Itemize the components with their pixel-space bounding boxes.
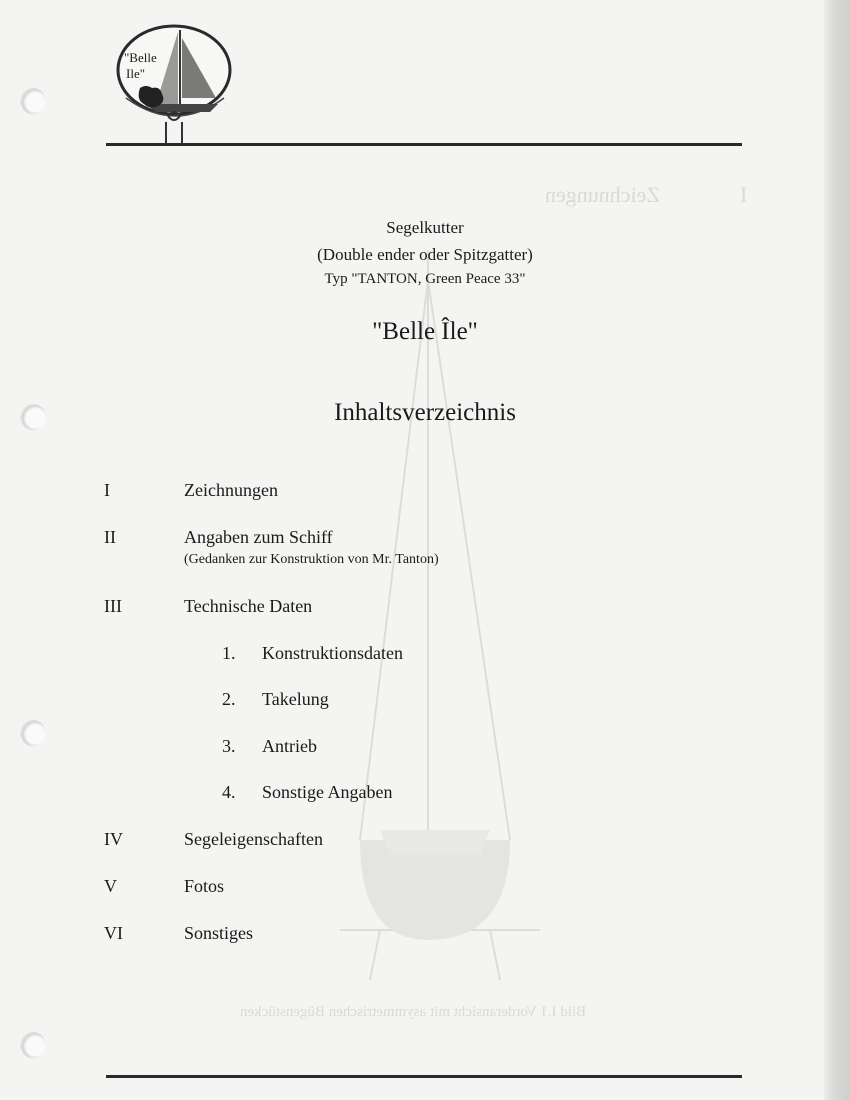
toc-number: IV: [104, 829, 123, 849]
toc-subitem-sonstige-angaben[interactable]: Sonstige Angaben: [262, 782, 393, 802]
toc-subitem-konstruktionsdaten[interactable]: Konstruktionsdaten: [262, 643, 403, 663]
footer-rule: [106, 1075, 742, 1078]
punch-hole: [20, 88, 46, 114]
toc-subitem-takelung[interactable]: Takelung: [262, 689, 329, 709]
toc-item-zeichnungen[interactable]: Zeichnungen: [184, 480, 278, 500]
subtitle-vessel-type: Segelkutter: [386, 218, 464, 237]
header-rule: [106, 143, 742, 146]
subtitle-model: Typ "TANTON, Green Peace 33": [324, 271, 526, 287]
toc-subnumber: 2.: [222, 689, 236, 709]
logo-text-line1: "Belle: [124, 50, 157, 65]
logo-text-line2: Ile": [126, 66, 146, 81]
toc-heading: Inhaltsverzeichnis: [334, 399, 516, 426]
toc-item-technische-daten[interactable]: Technische Daten: [184, 596, 313, 616]
bleed-through-boat-drawing: [340, 240, 560, 1000]
belle-ile-logo: [116, 24, 236, 144]
toc-item-angaben-zum-schiff[interactable]: Angaben zum Schiff: [184, 527, 333, 547]
toc-number: II: [104, 527, 116, 547]
bleed-through-number: I: [740, 182, 748, 207]
bleed-through-caption: Bild I.1 Vorderansicht mit asymmetrischen Bügenstücken: [240, 1004, 587, 1020]
toc-item-sonstiges[interactable]: Sonstiges: [184, 923, 254, 943]
toc-subnumber: 1.: [222, 643, 236, 663]
punch-hole: [20, 1032, 46, 1058]
toc-subitem-antrieb[interactable]: Antrieb: [262, 736, 317, 756]
bleed-through-heading: Zeichnungen: [545, 182, 660, 207]
toc-subnumber: 4.: [222, 782, 236, 802]
toc-item-note: (Gedanken zur Konstruktion von Mr. Tanton): [184, 552, 439, 567]
subtitle-hull-type: (Double ender oder Spitzgatter): [317, 245, 533, 264]
toc-item-fotos[interactable]: Fotos: [184, 876, 225, 896]
toc-number: VI: [104, 923, 123, 943]
toc-number: I: [104, 480, 110, 500]
toc-number: V: [104, 876, 117, 896]
scan-edge: [824, 0, 850, 1100]
toc-subnumber: 3.: [222, 736, 236, 756]
toc-item-segeleigenschaften[interactable]: Segeleigenschaften: [184, 829, 323, 849]
punch-hole: [20, 720, 46, 746]
toc-number: III: [104, 596, 122, 616]
page-title: "Belle Île": [372, 318, 478, 345]
